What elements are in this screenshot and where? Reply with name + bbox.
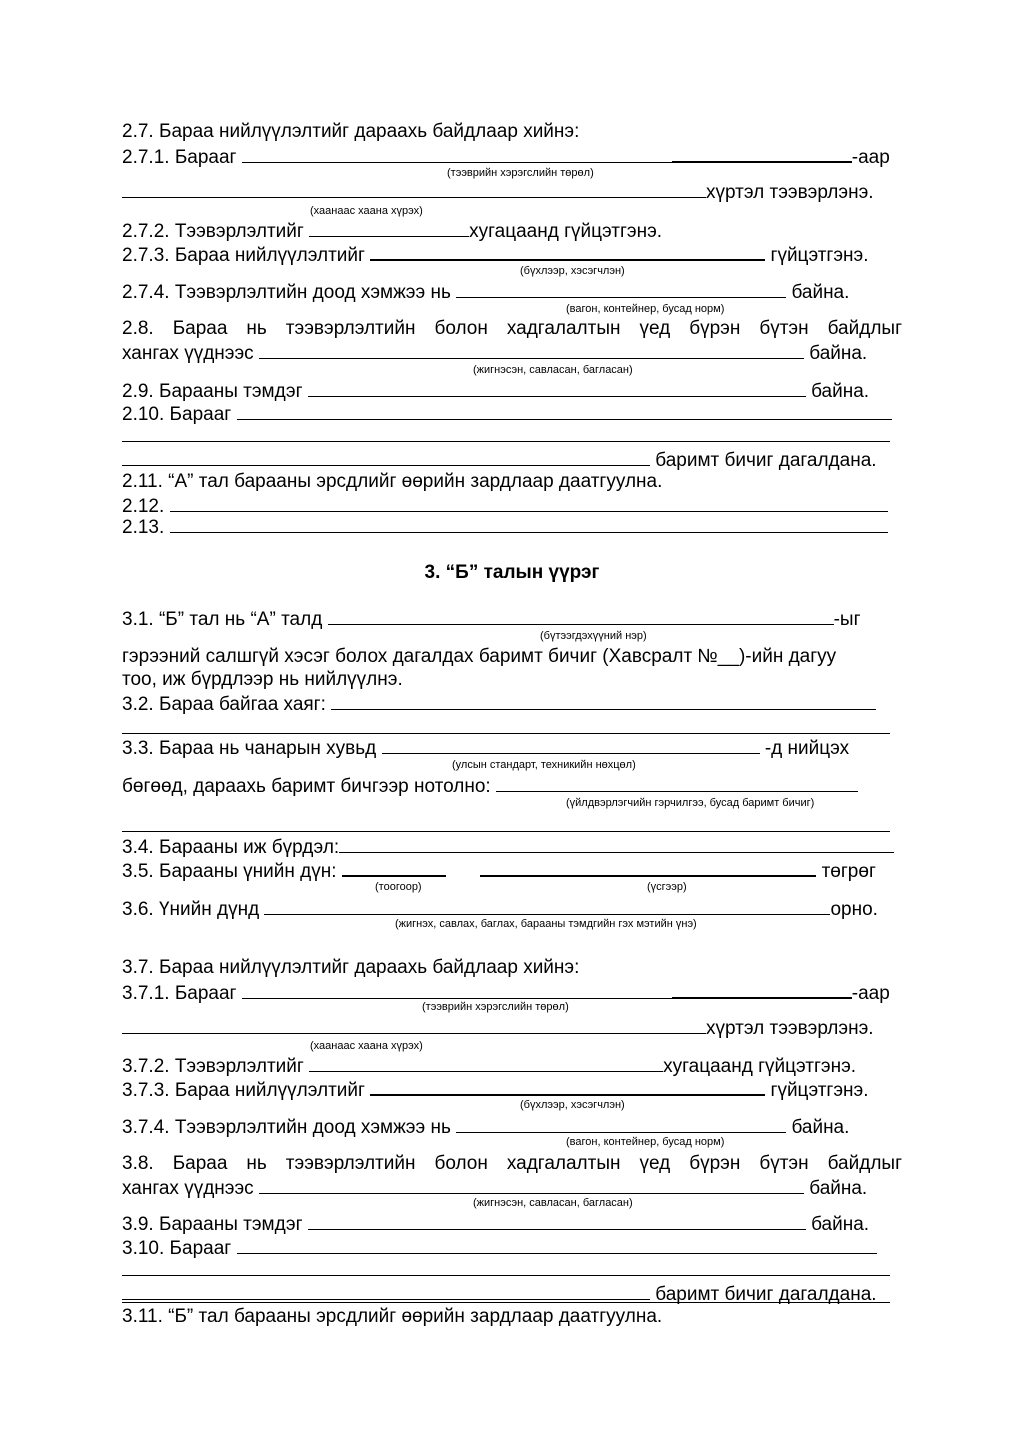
clause-suffix: байна. <box>791 1117 850 1138</box>
clause-label: 3.10. Барааг <box>122 1238 232 1259</box>
price-digits-blank[interactable] <box>342 858 446 877</box>
clause-2-7-4 <box>122 280 849 304</box>
clause-3-3-cont <box>122 774 858 798</box>
hint-route: (хаанаас хаана хүрэх) <box>310 205 423 217</box>
hint-quality-standard: (улсын стандарт, техникийн нөхцөл) <box>452 759 636 771</box>
clause-suffix: орно. <box>830 899 878 920</box>
clause-2-7: 2.7. Бараа нийлүүлэлтийг дараахь байдлаар хийнэ: <box>122 121 580 142</box>
price-words-blank[interactable] <box>480 858 816 877</box>
clause-label: 2.13. <box>122 517 165 538</box>
duration-blank[interactable] <box>309 1054 663 1072</box>
hint-packing: (жигнэсэн, савласан, багласан) <box>473 1197 633 1209</box>
price-includes-blank[interactable] <box>264 897 830 915</box>
clause-label: бөгөөд, дараахь баримт бичгээр нотолно: <box>122 776 491 797</box>
clause-suffix: хүртэл тээвэрлэнэ. <box>706 182 874 203</box>
clause-2-7-1-cont <box>122 180 874 204</box>
packing-blank[interactable] <box>259 341 804 359</box>
certificate-blank[interactable] <box>496 774 858 792</box>
clause-label: 3.9. Барааны тэмдэг <box>122 1214 303 1235</box>
clause-3-3 <box>122 736 849 760</box>
clause-2-10-end <box>122 448 877 472</box>
clause-label: 2.10. Барааг <box>122 404 232 425</box>
clause-label: 3.3. Бараа нь чанарын хувьд <box>122 738 377 759</box>
clause-3-9 <box>122 1212 869 1236</box>
clause-2-11: 2.11. “А” тал барааны эрсдлийг өөрийн зардлаар даатгуулна. <box>122 471 663 492</box>
clause-suffix: гүйцэтгэнэ. <box>770 245 869 266</box>
clause-2-9 <box>122 379 869 403</box>
clause-3-8: 3.8. Бараа нь тээвэрлэлтийн болон хадгалалтын үед бүрэн бүтэн байдлыг <box>122 1153 902 1174</box>
min-volume-blank[interactable] <box>456 1115 786 1133</box>
clause-2-8-cont <box>122 341 867 365</box>
hint-min-volume: (вагон, контейнер, бусад норм) <box>566 1136 725 1148</box>
hint-price-words: (үсгээр) <box>647 881 687 893</box>
clause-label: хангах үүднээс <box>122 343 254 364</box>
clause-suffix: хугацаанд гүйцэтгэнэ. <box>663 1056 857 1077</box>
clause-label: 2.9. Барааны тэмдэг <box>122 381 303 402</box>
quality-standard-blank[interactable] <box>382 736 760 754</box>
clause-suffix: -аар <box>851 983 890 1004</box>
hint-delivery-mode: (бүхлээр, хэсэгчлэн) <box>520 1099 625 1111</box>
clause-suffix: -ыг <box>833 609 861 630</box>
route-blank[interactable] <box>122 1016 706 1034</box>
hint-product-name: (бүтээгдэхүүний нэр) <box>540 630 647 642</box>
clause-3-1-cont-2: тоо, иж бүрдлээр нь нийлүүлнэ. <box>122 669 403 690</box>
clause-2-7-2 <box>122 219 662 243</box>
clause-label: 2.7.2. Тээвэрлэлтийг <box>122 221 304 242</box>
clause-suffix: байна. <box>811 381 870 402</box>
section-heading: 3. “Б” талын үүрэг <box>424 562 600 583</box>
documents-blank-1[interactable] <box>237 1236 877 1254</box>
hint-price-digits: (тоогоор) <box>375 881 422 893</box>
min-volume-blank[interactable] <box>456 280 786 298</box>
clause-suffix: гүйцэтгэнэ. <box>770 1080 869 1101</box>
address-blank-2[interactable] <box>122 733 890 734</box>
certificate-blank-2[interactable] <box>122 831 890 832</box>
clause-3-7-2 <box>122 1054 856 1078</box>
route-blank[interactable] <box>122 180 706 198</box>
clause-label: 3.7.3. Бараа нийлүүлэлтийг <box>122 1080 365 1101</box>
clause-label: 3.5. Барааны үнийн дүн: <box>122 861 337 882</box>
clause-2-13-blank[interactable] <box>170 515 888 533</box>
clause-3-7-4 <box>122 1115 849 1139</box>
product-name-blank[interactable] <box>328 607 834 625</box>
clause-suffix: байна. <box>791 282 850 303</box>
clause-label: 2.7.4. Тээвэрлэлтийн доод хэмжээ нь <box>122 282 451 303</box>
clause-suffix: -аар <box>851 147 890 168</box>
clause-suffix: байна. <box>809 343 868 364</box>
clause-3-5 <box>122 858 876 883</box>
clause-label: 3.7.4. Тээвэрлэлтийн доод хэмжээ нь <box>122 1117 451 1138</box>
marking-blank[interactable] <box>308 379 806 397</box>
clause-2-13 <box>122 515 888 539</box>
clause-suffix: баримт бичиг дагалдана. <box>655 1284 877 1305</box>
clause-label: 3.4. Барааны иж бүрдэл: <box>122 837 340 858</box>
clause-3-7-3 <box>122 1077 869 1102</box>
clause-label: хангах үүднээс <box>122 1178 254 1199</box>
clause-label: 3.1. “Б” тал нь “А” талд <box>122 609 323 630</box>
clause-3-4 <box>122 835 894 859</box>
clause-label: 3.6. Үнийн дүнд <box>122 899 260 920</box>
hint-packing: (жигнэсэн, савласан, багласан) <box>473 364 633 376</box>
clause-3-7-1-cont <box>122 1016 874 1040</box>
documents-blank-3[interactable] <box>122 448 650 466</box>
marking-blank[interactable] <box>308 1212 806 1230</box>
clause-suffix: хугацаанд гүйцэтгэнэ. <box>469 221 663 242</box>
hint-vehicle-type: (тээврийн хэрэгслийн төрөл) <box>447 167 594 179</box>
clause-3-10 <box>122 1236 877 1260</box>
hint-delivery-mode: (бүхлээр, хэсэгчлэн) <box>520 265 625 277</box>
clause-2-12-blank[interactable] <box>170 494 888 512</box>
hint-route: (хаанаас хаана хүрэх) <box>310 1040 423 1052</box>
clause-2-7-3 <box>122 242 869 267</box>
clause-3-10-rule <box>122 1302 890 1303</box>
clause-3-1-cont: гэрээний салшгүй хэсэг болох дагалдах баримт бичиг (Хавсралт №__)-ийн дагуу <box>122 646 837 667</box>
clause-suffix: байна. <box>809 1178 868 1199</box>
vehicle-type-blank-2[interactable] <box>672 144 852 163</box>
documents-blank-3[interactable] <box>122 1282 650 1300</box>
completeness-blank[interactable] <box>339 835 894 853</box>
clause-label: 3.7.2. Тээвэрлэлтийг <box>122 1056 304 1077</box>
delivery-mode-blank[interactable] <box>370 1077 765 1096</box>
packing-blank[interactable] <box>259 1176 804 1194</box>
hint-price-includes: (жигнэх, савлах, баглах, барааны тэмдгийн гэх мэтийн үнэ) <box>395 918 697 930</box>
vehicle-type-blank-2[interactable] <box>672 980 852 999</box>
clause-label: 2.7.3. Бараа нийлүүлэлтийг <box>122 245 365 266</box>
vehicle-type-blank[interactable] <box>242 981 672 999</box>
hint-certificate: (үйлдвэрлэгчийн гэрчилгээ, бусад баримт бичиг) <box>566 797 815 809</box>
clause-suffix: төгрөг <box>821 861 876 882</box>
clause-suffix: байна. <box>811 1214 870 1235</box>
clause-label: 3.7.1. Барааг <box>122 983 237 1004</box>
clause-3-1 <box>122 607 861 631</box>
delivery-mode-blank[interactable] <box>370 242 765 261</box>
clause-label: 3.2. Бараа байгаа хаяг: <box>122 694 326 715</box>
hint-vehicle-type: (тээврийн хэрэгслийн төрөл) <box>422 1001 569 1013</box>
clause-2-7-1 <box>122 144 890 169</box>
clause-2-8: 2.8. Бараа нь тээвэрлэлтийн болон хадгалалтын үед бүрэн бүтэн байдлыг <box>122 318 902 339</box>
clause-3-11: 3.11. “Б” тал барааны эрсдлийг өөрийн зардлаар даатгуулна. <box>122 1306 663 1327</box>
clause-suffix: хүртэл тээвэрлэнэ. <box>706 1018 874 1039</box>
hint-min-volume: (вагон, контейнер, бусад норм) <box>566 303 725 315</box>
clause-3-7: 3.7. Бараа нийлүүлэлтийг дараахь байдлаар хийнэ: <box>122 957 580 978</box>
clause-2-10 <box>122 402 892 426</box>
documents-blank-2[interactable] <box>122 1275 890 1276</box>
vehicle-type-blank[interactable] <box>242 145 672 163</box>
duration-blank[interactable] <box>309 219 469 237</box>
clause-label: 2.12. <box>122 496 165 517</box>
clause-label: 2.7.1. Барааг <box>122 147 237 168</box>
clause-3-2 <box>122 692 876 716</box>
clause-suffix: баримт бичиг дагалдана. <box>655 450 877 471</box>
address-blank-1[interactable] <box>331 692 876 710</box>
clause-suffix: -д нийцэх <box>764 738 850 759</box>
documents-blank-2[interactable] <box>122 441 890 442</box>
documents-blank-1[interactable] <box>237 402 892 420</box>
